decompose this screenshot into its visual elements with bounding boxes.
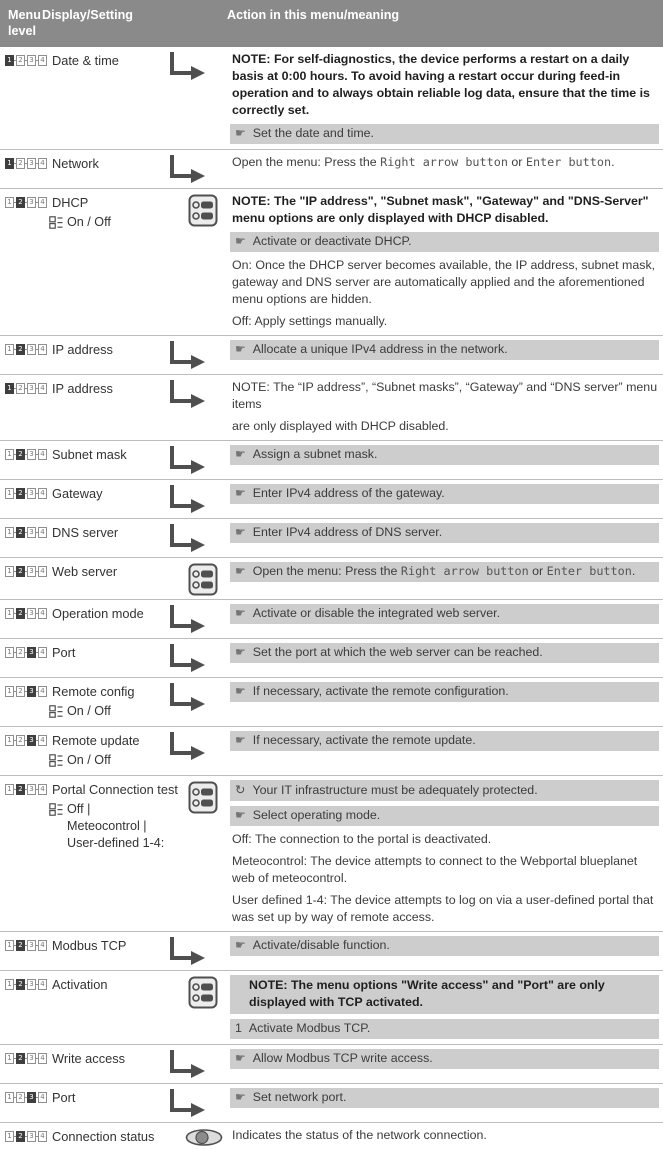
pointing-hand-icon: ☛ [235, 564, 246, 578]
branch-arrow-icon [165, 643, 230, 674]
action-cell [230, 731, 660, 772]
setting-options-text: On / Off [67, 753, 111, 767]
menu-level-box: 1 [5, 940, 14, 951]
menu-level-indicator [5, 449, 47, 460]
pointing-hand-icon: ☛ [235, 234, 246, 248]
menu-level-indicator [5, 647, 47, 658]
options-list-icon [49, 801, 63, 821]
menu-level-box: 4 [38, 1092, 47, 1103]
branch-arrow-icon [165, 1049, 230, 1080]
column-header-menu-level: Menu level [8, 8, 41, 38]
action-cell [230, 340, 660, 371]
menu-level-box: 2 [16, 1131, 25, 1142]
action-text: Your IT infrastructure must be adequately protected. [252, 783, 538, 797]
branch-arrow-icon [165, 154, 230, 185]
action-description [232, 379, 659, 413]
action-cell [230, 445, 660, 476]
action-text: Allow Modbus TCP write access. [252, 1051, 433, 1065]
action-text: Allocate a unique IPv4 address in the network. [252, 342, 508, 356]
display-setting-cell [5, 936, 165, 967]
menu-level-box: 2 [16, 566, 25, 577]
action-highlight-bar [230, 643, 659, 663]
action-highlight-bar [230, 232, 659, 252]
action-text: If necessary, activate the remote configuration. [252, 684, 509, 698]
menu-item-label: Web server [52, 564, 118, 579]
menu-level-box: 1 [5, 979, 14, 990]
menu-item-label: Connection status [52, 1129, 155, 1144]
menu-level-indicator [5, 1131, 47, 1142]
menu-level-box: 3 [27, 488, 36, 499]
action-cell [230, 1127, 660, 1146]
table-row [0, 599, 663, 638]
menu-item-label: IP address [52, 381, 113, 396]
menu-level-box: 1 [5, 566, 14, 577]
pointing-hand-icon: ☛ [235, 733, 246, 747]
action-text: Activate Modbus TCP. [248, 1021, 371, 1035]
menu-item-label: Remote update [52, 733, 140, 748]
menu-level-box: 3 [27, 566, 36, 577]
menu-level-box: 3 [27, 197, 36, 208]
table-row [0, 335, 663, 374]
action-cell [230, 604, 660, 635]
menu-level-indicator [5, 55, 47, 66]
table-row [0, 775, 663, 931]
action-cell [230, 523, 660, 554]
menu-level-indicator [5, 158, 47, 169]
menu-level-box: 4 [38, 527, 47, 538]
action-text: Indicates the status of the network connection. [232, 1128, 487, 1142]
action-text: User defined 1-4: The device attempts to log on via a user-defined portal that was set up by way of remote access. [232, 893, 654, 924]
action-text: Set the date and time. [252, 126, 374, 140]
action-description [232, 853, 659, 887]
monospace-key-name: Enter button [546, 564, 632, 578]
table-body [0, 47, 663, 1149]
action-text: Open the menu: Press the [232, 155, 381, 169]
menu-level-box: 1 [5, 344, 14, 355]
table-row [0, 518, 663, 557]
display-setting-cell [5, 523, 165, 554]
options-list-icon [49, 752, 63, 772]
menu-level-box: 2 [16, 449, 25, 460]
caution-rotate-icon: ↻ [235, 782, 246, 797]
menu-level-box: 1 [5, 1131, 14, 1142]
action-cell [230, 562, 660, 596]
display-menu-icon [165, 975, 230, 1041]
table-row [0, 677, 663, 726]
pointing-hand-icon: ☛ [235, 684, 246, 698]
action-cell [230, 643, 660, 674]
display-setting-cell [5, 154, 165, 185]
action-description [232, 257, 659, 308]
menu-level-box: 3 [27, 608, 36, 619]
menu-item-label: DHCP [52, 195, 89, 210]
pointing-hand-icon: ☛ [235, 1051, 246, 1065]
menu-level-indicator [5, 1092, 47, 1103]
menu-item-label: Subnet mask [52, 447, 127, 462]
status-eye-icon [165, 1127, 230, 1146]
setting-options [49, 801, 165, 852]
table-row [0, 931, 663, 970]
action-description [232, 313, 659, 330]
action-text: On: Once the DHCP server becomes available, the IP address, subnet mask, gateway and DNS server are automatically applied and the aforementioned menu options are hidden. [232, 258, 656, 306]
menu-level-box: 2 [16, 488, 25, 499]
action-cell [230, 1088, 660, 1119]
action-text: If necessary, activate the remote update. [252, 733, 476, 747]
step-number: 1 [235, 1021, 242, 1035]
action-cell [230, 51, 660, 146]
menu-item-label: Modbus TCP [52, 938, 127, 953]
setting-options-text: Off | Meteocontrol | User-defined 1-4: [67, 802, 165, 850]
menu-level-box: 2 [16, 344, 25, 355]
menu-level-box: 2 [16, 1092, 25, 1103]
action-text: . [611, 155, 615, 169]
display-setting-cell [5, 780, 178, 928]
display-setting-cell [5, 975, 165, 1041]
display-menu-icon [165, 193, 230, 332]
action-highlight-bar [230, 445, 659, 465]
menu-item-label: Date & time [52, 53, 119, 68]
action-highlight-bar [230, 523, 659, 543]
action-highlight-bar [230, 1049, 659, 1069]
menu-level-box: 4 [38, 158, 47, 169]
menu-level-box: 1 [5, 686, 14, 697]
pointing-hand-icon: ☛ [235, 447, 246, 461]
action-text: Activate/disable function. [252, 938, 390, 952]
action-cell [230, 936, 660, 967]
action-description [232, 892, 659, 926]
branch-arrow-icon [165, 379, 230, 437]
menu-level-box: 1 [5, 647, 14, 658]
action-text: Select operating mode. [252, 808, 381, 822]
action-cell [230, 154, 660, 185]
menu-level-box: 1 [5, 784, 14, 795]
menu-level-indicator [5, 488, 47, 499]
display-setting-cell [5, 484, 165, 515]
display-menu-icon [165, 780, 230, 928]
menu-level-box: 4 [38, 383, 47, 394]
menu-level-box: 1 [5, 158, 14, 169]
display-setting-cell [5, 682, 165, 723]
table-header [0, 0, 663, 47]
action-text: NOTE: The “IP address”, “Subnet masks”, “Gateway” and “DNS server” menu items [232, 380, 658, 411]
column-header-display-setting: Display/Setting [42, 8, 133, 22]
menu-level-box: 1 [5, 735, 14, 746]
action-text: Enter IPv4 address of the gateway. [252, 486, 445, 500]
branch-arrow-icon [165, 484, 230, 515]
menu-level-box: 2 [16, 784, 25, 795]
display-setting-cell [5, 731, 165, 772]
menu-item-label: DNS server [52, 525, 119, 540]
menu-level-box: 2 [16, 527, 25, 538]
menu-level-box: 3 [27, 449, 36, 460]
menu-level-box: 4 [38, 55, 47, 66]
action-text: Assign a subnet mask. [252, 447, 378, 461]
table-row [0, 1122, 663, 1149]
menu-level-indicator [5, 940, 47, 951]
branch-arrow-icon [165, 604, 230, 635]
menu-item-label: Operation mode [52, 606, 144, 621]
note-highlight [230, 975, 659, 1014]
action-highlight-bar [230, 484, 659, 504]
table-row [0, 440, 663, 479]
action-cell [230, 193, 660, 332]
action-text: Meteocontrol: The device attempts to connect to the Webportal blueplanet web of meteocontrol. [232, 854, 638, 885]
action-highlight-bar [230, 1088, 659, 1108]
action-highlight-bar [230, 936, 659, 956]
pointing-hand-icon: ☛ [235, 486, 246, 500]
menu-level-indicator [5, 784, 47, 795]
display-menu-icon [165, 562, 230, 596]
menu-level-box: 1 [5, 488, 14, 499]
menu-level-box: 1 [5, 197, 14, 208]
action-highlight-bar [230, 682, 659, 702]
action-highlight-bar [230, 562, 659, 582]
action-highlight-bar [230, 731, 659, 751]
menu-level-box: 4 [38, 1131, 47, 1142]
action-highlight-bar [230, 340, 659, 360]
menu-level-box: 2 [16, 735, 25, 746]
options-list-icon [49, 703, 63, 723]
action-description [232, 154, 659, 171]
branch-arrow-icon [165, 445, 230, 476]
menu-level-indicator [5, 527, 47, 538]
setting-options [49, 703, 165, 723]
menu-level-box: 3 [27, 647, 36, 658]
action-text: Open the menu: Press the [252, 564, 401, 578]
menu-level-box: 3 [27, 1053, 36, 1064]
display-setting-cell [5, 1127, 165, 1146]
pointing-hand-icon: ☛ [235, 808, 246, 822]
menu-level-box: 1 [5, 608, 14, 619]
menu-item-label: Remote config [52, 684, 135, 699]
action-text: or [528, 564, 547, 578]
menu-level-box: 2 [16, 197, 25, 208]
action-cell [230, 1049, 660, 1080]
menu-level-box: 4 [38, 979, 47, 990]
action-description [232, 831, 659, 848]
menu-item-label: Network [52, 156, 99, 171]
menu-level-box: 3 [27, 686, 36, 697]
action-cell [230, 975, 660, 1041]
menu-level-box: 1 [5, 449, 14, 460]
menu-level-indicator [5, 686, 47, 697]
menu-level-indicator [5, 566, 47, 577]
action-text: NOTE: For self-diagnostics, the device performs a restart on a daily basis at 0:00 hours. To avoid having a restart occur during feed-in operation and to always obtain reliable log data, ensure that the time is correctly set. [232, 52, 650, 117]
menu-level-box: 4 [38, 686, 47, 697]
menu-level-box: 3 [27, 55, 36, 66]
menu-level-box: 3 [27, 940, 36, 951]
menu-level-box: 4 [38, 449, 47, 460]
action-cell [230, 780, 660, 928]
action-highlight-bar [230, 604, 659, 624]
branch-arrow-icon [165, 340, 230, 371]
action-text: Activate or disable the integrated web server. [252, 606, 501, 620]
action-text: Off: The connection to the portal is deactivated. [232, 832, 492, 846]
pointing-hand-icon: ☛ [235, 606, 246, 620]
menu-level-box: 2 [16, 686, 25, 697]
branch-arrow-icon [165, 731, 230, 772]
action-text: Enter IPv4 address of DNS server. [252, 525, 443, 539]
note-text [232, 193, 659, 227]
display-setting-cell [5, 1088, 165, 1119]
menu-level-box: 3 [27, 1092, 36, 1103]
menu-level-indicator [5, 344, 47, 355]
pointing-hand-icon: ☛ [235, 342, 246, 356]
display-setting-cell [5, 643, 165, 674]
table-row [0, 188, 663, 335]
display-setting-cell [5, 445, 165, 476]
action-description [232, 418, 659, 435]
table-row [0, 47, 663, 149]
menu-item-label: Port [52, 1090, 76, 1105]
menu-level-box: 4 [38, 197, 47, 208]
menu-level-box: 4 [38, 940, 47, 951]
action-highlight-bar [230, 124, 659, 144]
menu-level-indicator [5, 1053, 47, 1064]
menu-level-box: 1 [5, 55, 14, 66]
setting-options-text: On / Off [67, 215, 111, 229]
branch-arrow-icon [165, 51, 230, 146]
pointing-hand-icon: ☛ [235, 525, 246, 539]
menu-item-label: Gateway [52, 486, 103, 501]
action-text: NOTE: The "IP address", "Subnet mask", "Gateway" and "DNS-Server" menu options are only displayed with DHCP disabled. [232, 194, 649, 225]
menu-level-box: 2 [16, 940, 25, 951]
menu-level-box: 1 [5, 527, 14, 538]
monospace-key-name: Enter button [525, 155, 612, 169]
menu-level-box: 2 [16, 979, 25, 990]
menu-level-box: 4 [38, 608, 47, 619]
menu-level-box: 1 [5, 1092, 14, 1103]
monospace-key-name: Right arrow button [380, 155, 508, 169]
menu-level-box: 2 [16, 383, 25, 394]
action-text: NOTE: The menu options "Write access" and "Port" are only displayed with TCP activated. [249, 978, 605, 1009]
menu-level-indicator [5, 979, 47, 990]
menu-item-label: Write access [52, 1051, 126, 1066]
note-text [232, 51, 659, 119]
branch-arrow-icon [165, 523, 230, 554]
menu-level-box: 1 [5, 1053, 14, 1064]
menu-level-box: 3 [27, 383, 36, 394]
menu-item-label: Port [52, 645, 76, 660]
action-cell [230, 682, 660, 723]
table-row [0, 479, 663, 518]
table-row [0, 726, 663, 775]
display-setting-cell [5, 1049, 165, 1080]
action-text: Set network port. [252, 1090, 347, 1104]
action-description [232, 1127, 659, 1144]
display-setting-cell [5, 193, 165, 332]
action-text: Activate or deactivate DHCP. [252, 234, 412, 248]
display-setting-cell [5, 562, 165, 596]
branch-arrow-icon [165, 1088, 230, 1119]
menu-level-box: 4 [38, 1053, 47, 1064]
menu-level-box: 2 [16, 158, 25, 169]
setting-options-text: On / Off [67, 704, 111, 718]
action-highlight-bar [230, 1019, 659, 1039]
pointing-hand-icon: ☛ [235, 938, 246, 952]
menu-level-box: 3 [27, 527, 36, 538]
action-highlight-bar [230, 806, 659, 826]
menu-level-box: 2 [16, 1053, 25, 1064]
action-cell [230, 379, 660, 437]
action-highlight-bar [230, 780, 659, 801]
menu-level-box: 3 [27, 784, 36, 795]
menu-level-indicator [5, 735, 47, 746]
menu-item-label: IP address [52, 342, 113, 357]
pointing-hand-icon: ☛ [235, 126, 246, 140]
action-text: Off: Apply settings manually. [232, 314, 388, 328]
menu-level-box: 4 [38, 488, 47, 499]
action-text: Set the port at which the web server can be reached. [252, 645, 543, 659]
setting-options [49, 214, 165, 234]
pointing-hand-icon: ☛ [235, 1090, 246, 1104]
menu-level-box: 3 [27, 735, 36, 746]
menu-item-label: Portal Connection test [52, 782, 178, 797]
table-row [0, 1083, 663, 1122]
table-row [0, 149, 663, 188]
action-text: or [507, 155, 526, 169]
menu-level-box: 4 [38, 735, 47, 746]
menu-level-box: 3 [27, 344, 36, 355]
table-row [0, 638, 663, 677]
setting-options [49, 752, 165, 772]
menu-level-indicator [5, 197, 47, 208]
menu-level-box: 2 [16, 608, 25, 619]
column-header-action: Action in this menu/meaning [227, 8, 400, 22]
table-row [0, 557, 663, 599]
display-setting-cell [5, 604, 165, 635]
menu-level-box: 3 [27, 979, 36, 990]
options-list-icon [49, 214, 63, 234]
menu-level-indicator [5, 608, 47, 619]
table-row [0, 970, 663, 1044]
menu-level-box: 2 [16, 647, 25, 658]
table-row [0, 374, 663, 440]
action-cell [230, 484, 660, 515]
menu-level-box: 4 [38, 647, 47, 658]
branch-arrow-icon [165, 936, 230, 967]
menu-level-box: 3 [27, 158, 36, 169]
menu-level-box: 1 [5, 383, 14, 394]
menu-level-box: 2 [16, 55, 25, 66]
menu-level-box: 3 [27, 1131, 36, 1142]
display-setting-cell [5, 51, 165, 146]
menu-level-box: 4 [38, 344, 47, 355]
menu-level-box: 4 [38, 566, 47, 577]
menu-level-indicator [5, 383, 47, 394]
action-text: . [631, 564, 636, 578]
pointing-hand-icon: ☛ [235, 645, 246, 659]
menu-item-label: Activation [52, 977, 108, 992]
display-setting-cell [5, 340, 165, 371]
menu-level-box: 4 [38, 784, 47, 795]
monospace-key-name: Right arrow button [400, 564, 529, 578]
display-setting-cell [5, 379, 165, 437]
branch-arrow-icon [165, 682, 230, 723]
action-text: are only displayed with DHCP disabled. [232, 419, 449, 433]
